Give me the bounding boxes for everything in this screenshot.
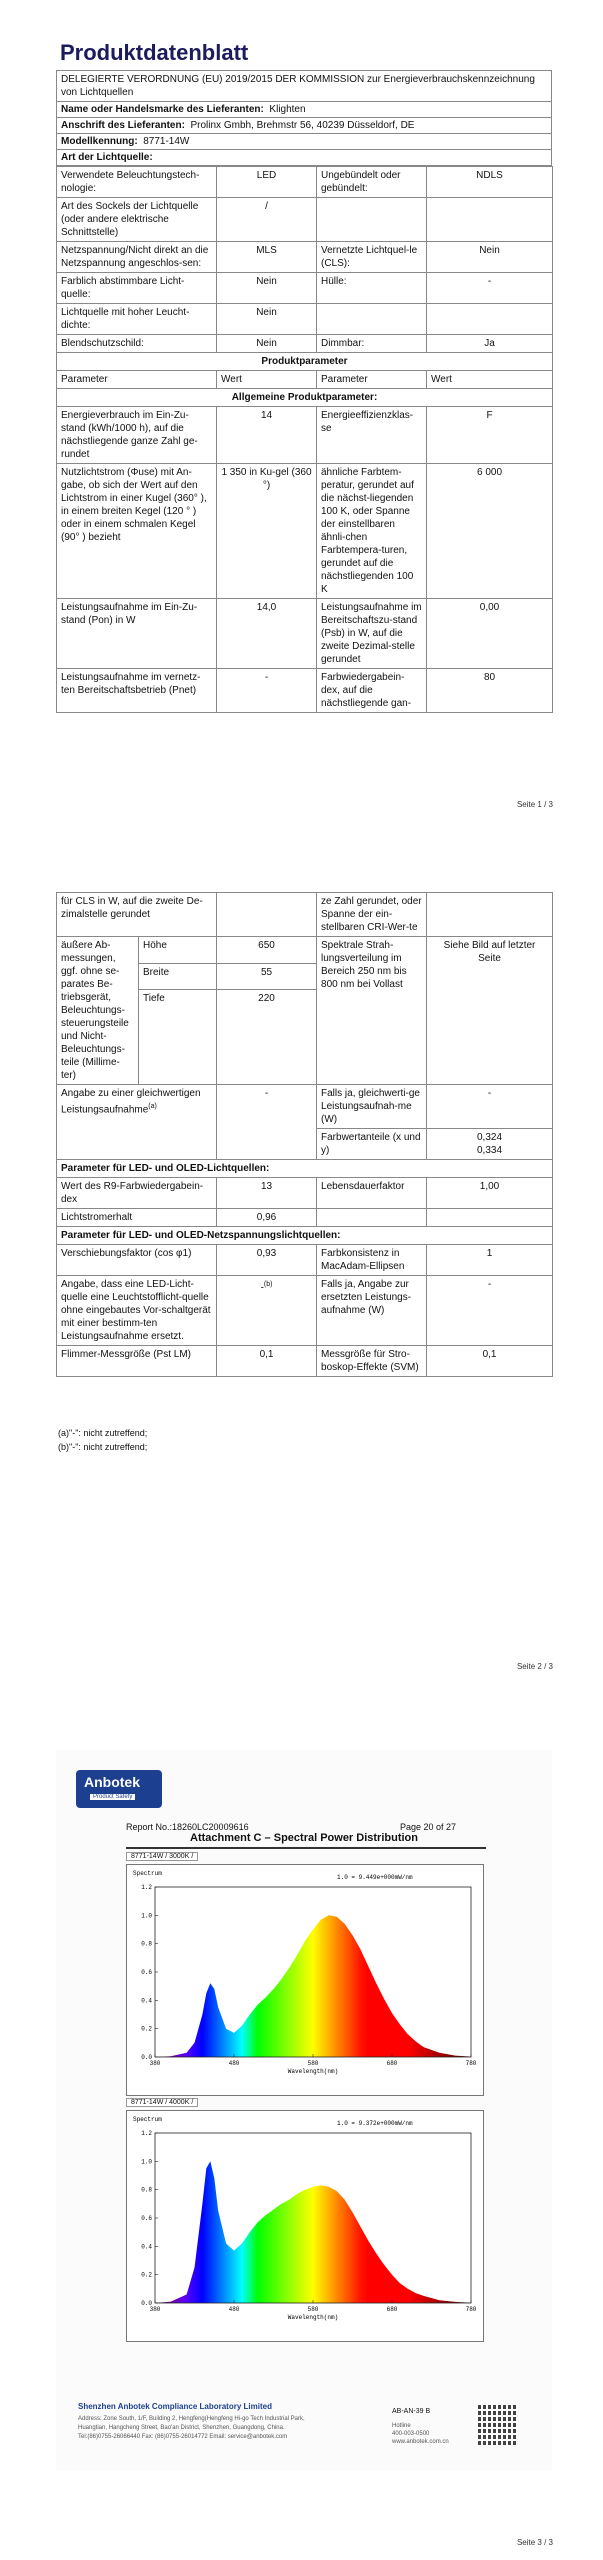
scale-annotation: 1.0 = 9.449e+000mW/nm [337,1874,413,1881]
hotline-info: Hotline 400-003-0500 www.anbotek.com.cn [392,2423,449,2445]
y-tick-label: 0.0 [141,2054,152,2061]
table-row: Breite 55 [57,963,553,990]
general-params-heading: Allgemeine Produktparameter: [57,389,553,407]
table-row: Flimmer-Messgröße (Pst LM) 0,1 Messgröße für Stro-boskop-Effekte (SVM) 0,1 [57,1346,553,1377]
anbotek-logo: Anbotek Product Safety [76,1770,162,1808]
spectrum-area [155,2161,471,2303]
page-number: Seite 3 / 3 [516,2538,553,2547]
table-row: Verwendete Beleuchtungstech-nologie: LED Ungebündelt oder gebündelt: NDLS [57,167,553,198]
dimensions-label: äußere Ab-messungen, ggf. ohne se-parates Be-triebsgerät, Beleuchtungs-steuerungsteile und Nicht-Beleuchtungs-teile (Millime-ter) [57,937,139,1085]
table-row: Verschiebungsfaktor (cos φ1) 0,93 Farbkonsistenz in MacAdam-Ellipsen 1 [57,1245,553,1276]
x-tick-label: 680 [386,2306,398,2313]
x-tick-label: 780 [465,2060,477,2067]
params-table-continued [56,892,553,1377]
table-row: Angabe, dass eine LED-Licht-quelle eine Leuchtstofflicht-quelle ohne eingebautes Vor-schaltgerät mit einer bestimm-ten Leistungsaufnahme ersetzt. -$^{(b)}$ Falls ja, Angabe zur ersetzten Leistungs-aufnahme (W) - [57,1276,553,1346]
plot-label: Spectrum [133,1870,162,1877]
page-title: Produktdatenblatt [60,40,249,65]
table-row: Angabe zu einer gleichwertigen Leistungsaufnahme$^{(a)}$ - Falls ja, gleichwerti-ge Leistungsaufnah-me (W) - [57,1085,553,1129]
footnote-a: (a)"-": nicht zutreffend; [58,1428,148,1438]
test-report-image [56,1750,552,2470]
supplier-address-label: Anschrift des Lieferanten: [61,120,185,131]
report-number: Report No.:18260LC20009616 [126,1822,249,1832]
page-number: Seite 2 / 3 [516,1662,553,1671]
lab-address-1: Address: Zone South, 1/F, Building 2, Hengfeng(Hengfeng Hi-go Tech Industrial Park, [78,2416,305,2422]
table-row: Parameter für LED- und OLED-Lichtquellen: [57,1160,553,1178]
footnote-b: (b)"-": nicht zutreffend; [58,1442,148,1452]
form-code: AB-AN-39 B [392,2408,431,2415]
plot-label: Spectrum [133,2116,162,2123]
page-1 [0,0,603,822]
qr-code-icon [478,2405,518,2445]
page-2 [0,822,603,1690]
lab-contact: Tel:(86)0755-26066440 Fax: (86)0755-26014772 Email: service@anbotek.com [78,2434,288,2440]
page-number: Seite 1 / 3 [516,800,553,809]
table-row: Art des Sockels der Lichtquelle (oder andere elektrische Schnittstelle) / [57,198,553,242]
spectrum-chart-2 [126,2110,484,2342]
table-row: Leistungsaufnahme im vernetz-ten Bereitschaftsbetrieb (Pnet) - Farbwiedergabein-dex, auf die nächstliegende gan- 80 [57,669,553,713]
y-tick-label: 0.2 [141,2271,152,2279]
chart-2-label: 8771-14W / 4000K / [126,2098,198,2107]
y-tick-label: 0.0 [141,2300,152,2307]
report-page: Page 20 of 27 [400,1822,457,1832]
lab-address-2: Huangtian, Hangcheng Street, Bao'an District, Shenzhen, Guangdong, China. [78,2425,285,2431]
model-line [57,134,551,150]
supplier-name: Klighten [269,104,306,115]
x-axis-label: Wavelength(nm) [287,2314,339,2321]
y-tick-label: 0.2 [141,2025,152,2033]
table-row: Lichtquelle mit hoher Leucht-dichte: Nein [57,304,553,335]
supplier-address: Prolinx Gmbh, Brehmstr 56, 40239 Düsseldorf, DE [190,120,415,131]
table-row [57,353,553,371]
table-row: Tiefe 220 [57,990,553,1085]
y-tick-label: 0.6 [141,1969,152,1976]
table-row: Wert des R9-Farbwiedergabein-dex 13 Lebensdauerfaktor 1,00 [57,1178,553,1209]
type-label: Art der Lichtquelle: [57,150,551,166]
table-row: Blendschutzschild: Nein Dimmbar: Ja [57,335,553,353]
scale-annotation: 1.0 = 9.372e+000mW/nm [337,2120,413,2127]
table-row: Energieverbrauch im Ein-Zu-stand (kWh/1000 h), auf die nächstliegende ganze Zahl ge-rundet 14 Energieeffizienzklas-se F [57,407,553,464]
y-tick-label: 1.2 [141,2130,152,2137]
supplier-address-line [57,118,551,134]
model-label: Modellkennung: [61,136,138,147]
table-row: Netzspannung/Nicht direkt an die Netzspannung angeschlos-sen: MLS Vernetzte Lichtquel-le (CLS): Nein [57,242,553,273]
table-row: für CLS in W, auf die zweite De-zimalstelle gerundet ze Zahl gerundet, oder Spanne der ein-stellbaren CRI-Wer-te [57,893,553,937]
spectrum-chart-1 [126,1864,484,2096]
x-tick-label: 580 [307,2306,319,2313]
light-source-type-table [56,166,553,713]
y-tick-label: 0.4 [141,1997,152,2005]
y-tick-label: 0.6 [141,2215,152,2222]
x-tick-label: 380 [149,2060,161,2067]
spectrum-chart-1-svg [127,1865,483,2095]
x-axis-label: Wavelength(nm) [287,2068,339,2075]
spectrum-chart-2-svg [127,2111,483,2341]
table-row [57,389,553,407]
y-tick-label: 0.4 [141,2243,152,2251]
x-tick-label: 680 [386,2060,398,2067]
chart-1-label: 8771-14W / 3000K / [126,1852,198,1861]
x-tick-label: 780 [465,2306,477,2313]
supplier-name-label: Name oder Handelsmarke des Lieferanten: [61,104,264,115]
regulation-text: DELEGIERTE VERORDNUNG (EU) 2019/2015 DER KOMMISSION zur Energieverbrauchskennzeichnung von Lichtquellen [57,71,551,102]
table-row: Leistungsaufnahme im Ein-Zu-stand (Pon) in W 14,0 Leistungsaufnahme im Bereitschaftszu-stand (Psb) in W, auf die zweite Dezimal-stelle gerundet 0,00 [57,599,553,669]
datasheet-continued [56,892,552,1377]
table-row: äußere Ab-messungen, ggf. ohne se-parates Be-triebsgerät, Beleuchtungs-steuerungsteile und Nicht-Beleuchtungs-teile (Millime-ter) Höhe 650 Spektrale Strah-lungsverteilung im Bereich 250 nm bis 800 nm bei Vollast Siehe Bild auf letzter Seite [57,937,553,964]
table-header-row: Parameter Wert Parameter Wert [57,371,553,389]
x-tick-label: 480 [228,2306,240,2313]
lab-name: Shenzhen Anbotek Compliance Laboratory Limited [78,2402,272,2411]
x-tick-label: 480 [228,2060,240,2067]
table-row: Lichtstromerhalt 0,96 [57,1209,553,1227]
x-tick-label: 380 [149,2306,161,2313]
x-tick-label: 580 [307,2060,319,2067]
page-3 [0,1690,603,2560]
supplier-name-line [57,102,551,118]
y-tick-label: 0.8 [141,2186,152,2194]
spectrum-area [155,1915,471,2057]
y-tick-label: 0.8 [141,1940,152,1948]
product-params-heading: Produktparameter [57,353,553,371]
table-row: Farbwertanteile (x und y) 0,324 0,334 [57,1129,553,1160]
table-row: Parameter für LED- und OLED-Netzspannungslichtquellen: [57,1227,553,1245]
title-rule [126,1847,486,1849]
y-tick-label: 1.2 [141,1884,152,1891]
model-id: 8771-14W [143,136,190,147]
datasheet-header [56,70,552,713]
y-tick-label: 1.0 [141,1912,152,1920]
y-tick-label: 1.0 [141,2158,152,2166]
table-row: Farblich abstimmbare Licht-quelle: Nein Hülle: - [57,273,553,304]
table-row: Nutzlichtstrom (Φuse) mit An-gabe, ob sich der Wert auf den Lichtstrom in einer Kugel (360° ), in einem breiten Kegel (120 ° ) oder in einem schmalen Kegel (90° ) bezieht 1 350 in Ku-gel (360 °) ähnliche Farbtem-peratur, gerundet auf die nächst-liegenden 100 K, oder Spanne der einstellbaren ähnli-chen Farbtempera-turen, gerundet auf die nächstliegenden 100 K 6 000 [57,464,553,599]
attachment-title: Attachment C – Spectral Power Distribution [190,1832,418,1844]
